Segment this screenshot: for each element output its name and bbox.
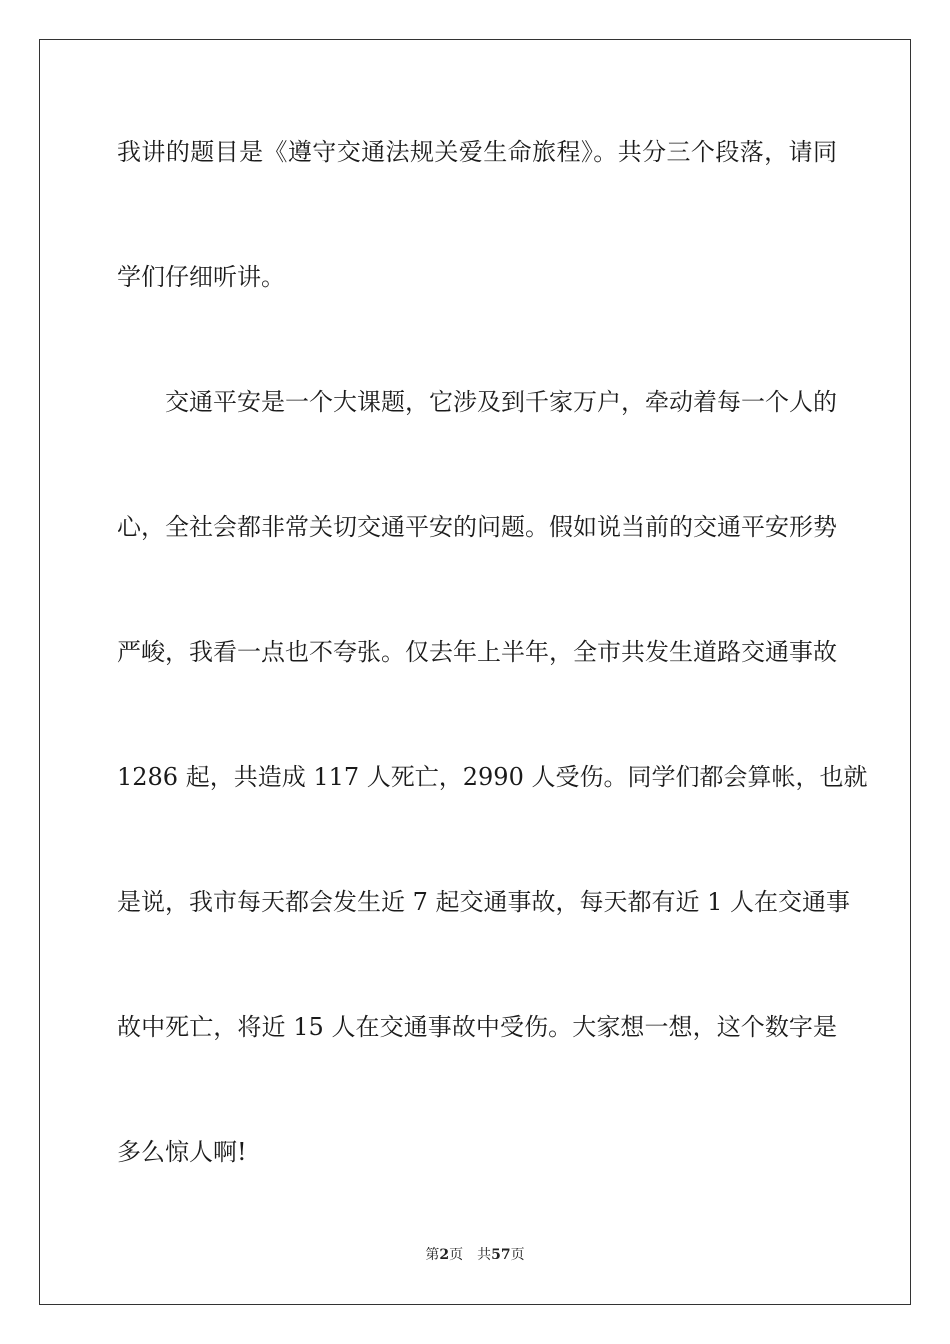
- total-suffix: 页: [510, 1247, 525, 1263]
- paragraph-2-line-6: 故中死亡，将近 15 人在交通事故中受伤。大家想一想，这个数字是: [117, 1013, 837, 1041]
- paragraph-2-line-5: 是说，我市每天都会发生近 7 起交通事故，每天都有近 1 人在交通事: [117, 888, 851, 916]
- paragraph-2-line-1: 交通平安是一个大课题，它涉及到千家万户，牵动着每一个人的: [165, 388, 837, 416]
- page-prefix: 第: [425, 1247, 440, 1263]
- page-number: 2: [439, 1247, 450, 1263]
- paragraph-2-line-3: 严峻，我看一点也不夸张。仅去年上半年，全市共发生道路交通事故: [117, 638, 837, 666]
- page-footer: [0, 1245, 950, 1265]
- paragraph-1-line-1: 我讲的题目是《遵守交通法规关爱生命旅程》。共分三个段落，请同: [117, 138, 837, 166]
- paragraph-2-line-4: 1286 起，共造成 117 人死亡，2990 人受伤。同学们都会算帐，也就: [117, 763, 868, 791]
- page-suffix: 页: [449, 1247, 464, 1263]
- paragraph-1-line-2: 学们仔细听讲。: [117, 263, 285, 291]
- paragraph-2-line-7: 多么惊人啊!: [117, 1138, 247, 1166]
- total-prefix: 共: [477, 1247, 492, 1263]
- paragraph-2-line-2: 心，全社会都非常关切交通平安的问题。假如说当前的交通平安形势: [117, 513, 837, 541]
- total-pages: 57: [491, 1247, 511, 1263]
- page-border: [39, 39, 911, 1305]
